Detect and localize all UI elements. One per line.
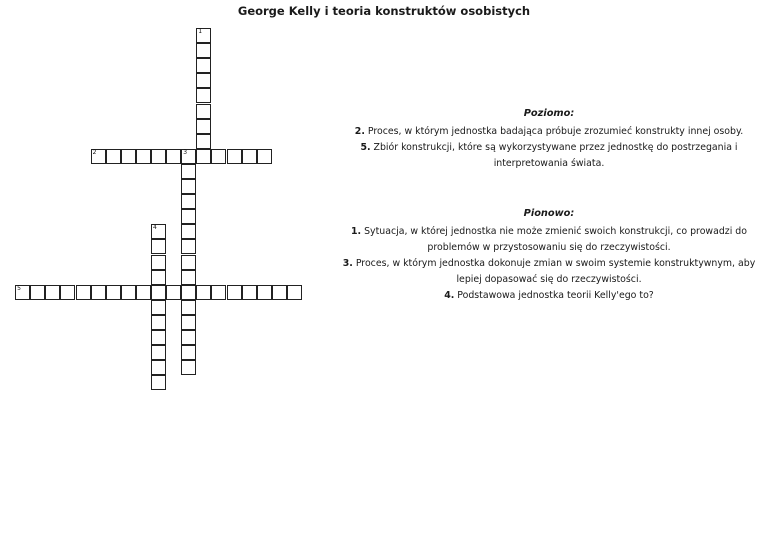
crossword-cell[interactable] [181, 315, 196, 330]
crossword-cell[interactable] [181, 224, 196, 239]
crossword-cell[interactable] [181, 149, 196, 164]
crossword-cell[interactable] [166, 285, 181, 300]
crossword-cell[interactable] [30, 285, 45, 300]
crossword-cell[interactable] [196, 285, 211, 300]
cell-number: 5 [17, 284, 21, 292]
clue-text: Proces, w którym jednostka dokonuje zmian w swoim systemie konstruktywnym, aby lepiej dopasować się do rzeczywistości. [355, 258, 756, 285]
crossword-cell[interactable] [196, 28, 211, 43]
clue-down-4 [330, 288, 768, 304]
crossword-cell[interactable] [196, 43, 211, 58]
cell-number: 1 [198, 28, 203, 35]
crossword-cell[interactable] [151, 300, 166, 315]
crossword-cell[interactable] [76, 285, 91, 300]
crossword-cell[interactable] [181, 345, 196, 360]
crossword-cell[interactable] [257, 149, 272, 164]
crossword-cell[interactable] [181, 330, 196, 345]
crossword-cell[interactable] [151, 149, 166, 164]
crossword-cell[interactable] [196, 88, 211, 103]
crossword-cell[interactable] [181, 164, 196, 179]
crossword-cell[interactable] [151, 270, 166, 285]
clue-number: 5. [360, 142, 371, 153]
crossword-cell[interactable] [227, 285, 242, 300]
clue-text: Zbiór konstrukcji, które są wykorzystywane przez jednostkę do postrzegania i interpretowania świata. [373, 142, 738, 169]
crossword-cell[interactable] [181, 270, 196, 285]
crossword-cell[interactable] [181, 209, 196, 224]
crossword-cell[interactable] [196, 119, 211, 134]
crossword-cell[interactable] [181, 285, 196, 300]
crossword-cell[interactable] [121, 285, 136, 300]
across-heading: Poziomo: [523, 108, 575, 119]
down-clues [330, 206, 768, 304]
crossword-cell[interactable] [15, 285, 30, 300]
crossword-cell[interactable] [151, 315, 166, 330]
crossword-cell[interactable] [181, 255, 196, 270]
crossword-cell[interactable] [151, 375, 166, 390]
cell-number: 4 [153, 224, 157, 232]
crossword-cell[interactable] [151, 239, 166, 254]
clue-across-5 [330, 140, 768, 172]
crossword-cell[interactable] [151, 255, 166, 270]
crossword-cell[interactable] [181, 194, 196, 209]
crossword-cell[interactable] [45, 285, 60, 300]
crossword-cell[interactable] [60, 285, 75, 300]
crossword-cell[interactable] [181, 179, 196, 194]
clue-number: 4. [444, 290, 455, 301]
crossword-cell[interactable] [211, 149, 226, 164]
crossword-cell[interactable] [242, 149, 257, 164]
crossword-cell[interactable] [257, 285, 272, 300]
crossword-cell[interactable] [287, 285, 302, 300]
crossword-cell[interactable] [181, 239, 196, 254]
crossword-cell[interactable] [106, 149, 121, 164]
crossword-cell[interactable] [136, 149, 151, 164]
crossword-cell[interactable] [196, 73, 211, 88]
crossword-cell[interactable] [166, 149, 181, 164]
down-heading: Pionowo: [523, 208, 575, 219]
crossword-cell[interactable] [106, 285, 121, 300]
crossword-cell[interactable] [121, 149, 136, 164]
clue-down-3 [330, 256, 768, 288]
cell-number: 2 [92, 148, 97, 156]
crossword-cell[interactable] [151, 345, 166, 360]
crossword-cell[interactable] [196, 134, 211, 149]
cell-number: 3 [183, 148, 188, 156]
crossword-cell[interactable] [136, 285, 151, 300]
puzzle-title: George Kelly i teoria konstruktów osobistych [237, 4, 531, 18]
clue-across-2 [330, 124, 768, 140]
clue-number: 1. [351, 226, 362, 237]
crossword-cell[interactable] [91, 285, 106, 300]
crossword-cell[interactable] [242, 285, 257, 300]
clue-down-1 [330, 224, 768, 256]
crossword-cell[interactable] [196, 149, 211, 164]
crossword-cell[interactable] [211, 285, 226, 300]
crossword-cell[interactable] [272, 285, 287, 300]
across-clues [330, 106, 768, 172]
crossword-cell[interactable] [181, 360, 196, 375]
clue-text: Podstawowa jednostka teorii Kelly'ego to? [457, 290, 654, 301]
crossword-cell[interactable] [91, 149, 106, 164]
clue-text: Sytuacja, w której jednostka nie może zmienić swoich konstrukcji, co prowadzi do problemów w przystosowaniu się do rzeczywistości. [364, 226, 747, 253]
crossword-cell[interactable] [151, 360, 166, 375]
crossword-cell[interactable] [151, 330, 166, 345]
crossword-cell[interactable] [196, 58, 211, 73]
crossword-cell[interactable] [151, 224, 166, 239]
clue-number: 2. [354, 126, 365, 137]
crossword-cell[interactable] [181, 300, 196, 315]
crossword-cell[interactable] [151, 285, 166, 300]
clue-text: Proces, w którym jednostka badająca próbuje zrozumieć konstrukty innej osoby. [367, 126, 744, 137]
clue-number: 3. [342, 258, 353, 269]
crossword-cell[interactable] [196, 104, 211, 119]
crossword-cell[interactable] [227, 149, 242, 164]
